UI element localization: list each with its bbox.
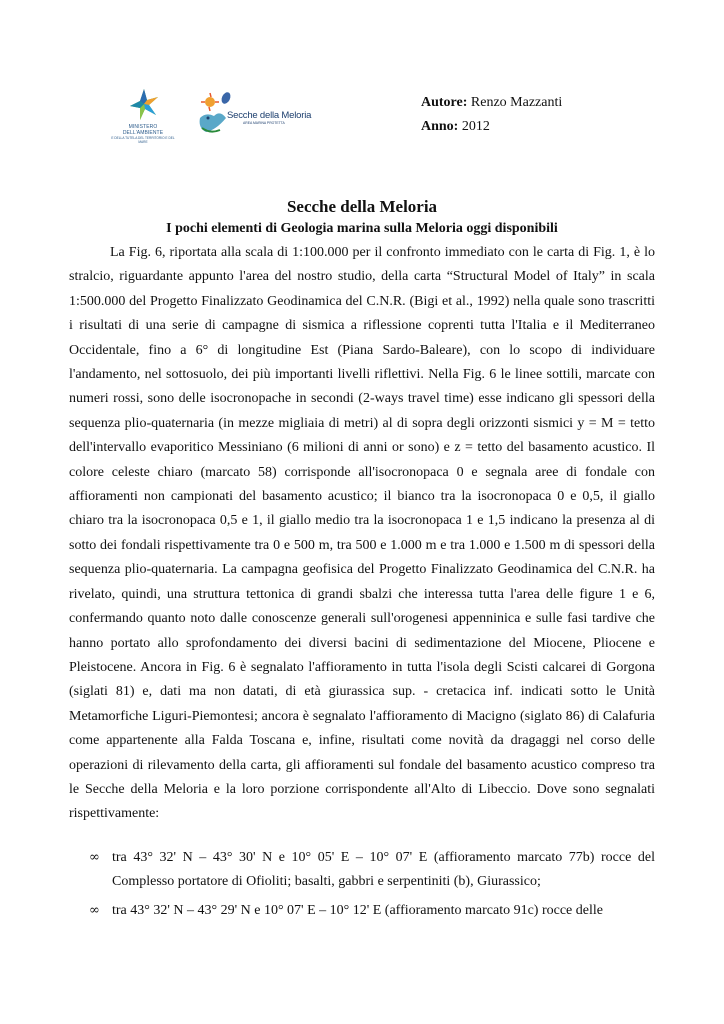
secche-logo-name: Secche della Meloria [227, 110, 312, 121]
author-label: Autore: [421, 95, 468, 110]
list-item [69, 899, 655, 923]
ministero-star-icon [128, 88, 160, 122]
secche-meloria-logo [196, 88, 311, 148]
year-value: 2012 [461, 119, 490, 134]
year-label: Anno: [421, 119, 459, 134]
author-value: Renzo Mazzanti [470, 95, 563, 110]
list-item [69, 846, 655, 895]
body-paragraph: La Fig. 6, riportata alla scala di 1:100.000 per il confronto immediato con le carta di Fig. 1, è lo stralcio, riguardante appunto l'area del nostro studio, della carta “Structural Model of Italy” in scala 1:500.000 del Progetto Finalizzato Geodinamica del C.N.R. (Bigi et al., 1992) nella quale sono trascritti i risultati di una serie di campagne di sismica a riflessione coprenti tutta l'Italia e il Mediterraneo Occidentale, fino a 6° di longitudine Est (Piana Sardo-Baleare), con lo scopo di individuare l'andamento, nel sottosuolo, dei più importanti livelli riflettivi. Nella Fig. 6 le linee sottili, marcate con numeri rossi, sono delle isocronopache in secondi (2-ways travel time) esse indicano gli spessori della sequenza plio-quaternaria (in mezze migliaia di metri) al di sopra degli orizzonti sismici y = M = tetto dell'intervallo evaporitico Messiniano (6 milioni di anni or sono) e z = tetto del basamento acustico. Il colore celeste chiaro (marcato 58) corrisponde all'isocronopaca 0 e segnala aree di fondale con affioramenti non campionati del basamento acustico; il bianco tra la isocronopaca 0 e 0,5, il giallo chiaro tra la isocronopaca 0,5 e 1, il giallo medio tra la isocronopaca 1 e 1,5 indicano la presenza al di sotto dei fondali rispettivamente tra 0 e 500 m, tra 500 e 1.000 m e tra 1.000 e 1.500 m di spessori della sequenza plio-quaternaria. La campagna geofisica del Progetto Finalizzato Geodinamica del C.N.R. ha rivelato, quindi, una struttura tettonica di grandi sbalzi che interessa tutta l'area delle figure 1 e 6, confermando quanto noto dalle conoscenze generali sull'orogenesi appenninica e sulle fasi tardive che hanno portato allo sprofondamento dei diversi bacini di sedimentazione del Miocene, Pliocene e Pleistocene. Ancora in Fig. 6 è segnalato l'affioramento in tutta l'isola degli Scisti calcarei di Gorgona (siglati 81) e, dati ma non datati, di età giurassica sup. - cretacica inf. indicati sotto le Unità Metamorfiche Liguri-Piemontesi; ancora è segnalato l'affioramento di Macigno (siglato 86) di Calafuria come appartenente alla Falda Toscana e, infine, risultati come novità da dragaggi nel corso delle operazioni di rilevamento della carta, gli affioramenti sul fondale del basamento acustico compreso tra le Secche della Meloria e la loro porzione corrispondente all'Alto di Libeccio. Dove sono segnalati rispettivamente: [69, 245, 655, 822]
year-line [421, 119, 490, 135]
ministero-name: MINISTERO DELL'AMBIENTE [122, 124, 164, 136]
secche-logo-subtitle: AREA MARINA PROTETTA [243, 121, 285, 125]
infinity-bullet-icon: ∞ [89, 850, 100, 865]
page-subtitle: I pochi elementi di Geologia marina sulla Meloria oggi disponibili [166, 221, 558, 236]
list-item-text: tra 43° 32' N – 43° 30' N e 10° 05' E – 10° 07' E (affioramento marcato 77b) rocce del Complesso portatore di Ofioliti; basalti, gabbri e serpentiniti (b), Giurassico; [112, 850, 655, 890]
infinity-bullet-icon: ∞ [89, 902, 100, 918]
page-title: Secche della Meloria [286, 197, 438, 216]
header-logos [108, 84, 312, 148]
ministero-ambiente-logo [108, 84, 178, 148]
author-line [421, 95, 562, 111]
list-item-text: tra 43° 32' N – 43° 29' N e 10° 07' E – 10° 12' E (affioramento marcato 91c) rocce delle [112, 902, 603, 918]
bullet-list [69, 846, 655, 927]
ministero-subname: E DELLA TUTELA DEL TERRITORIO E DEL MARE [111, 136, 175, 144]
